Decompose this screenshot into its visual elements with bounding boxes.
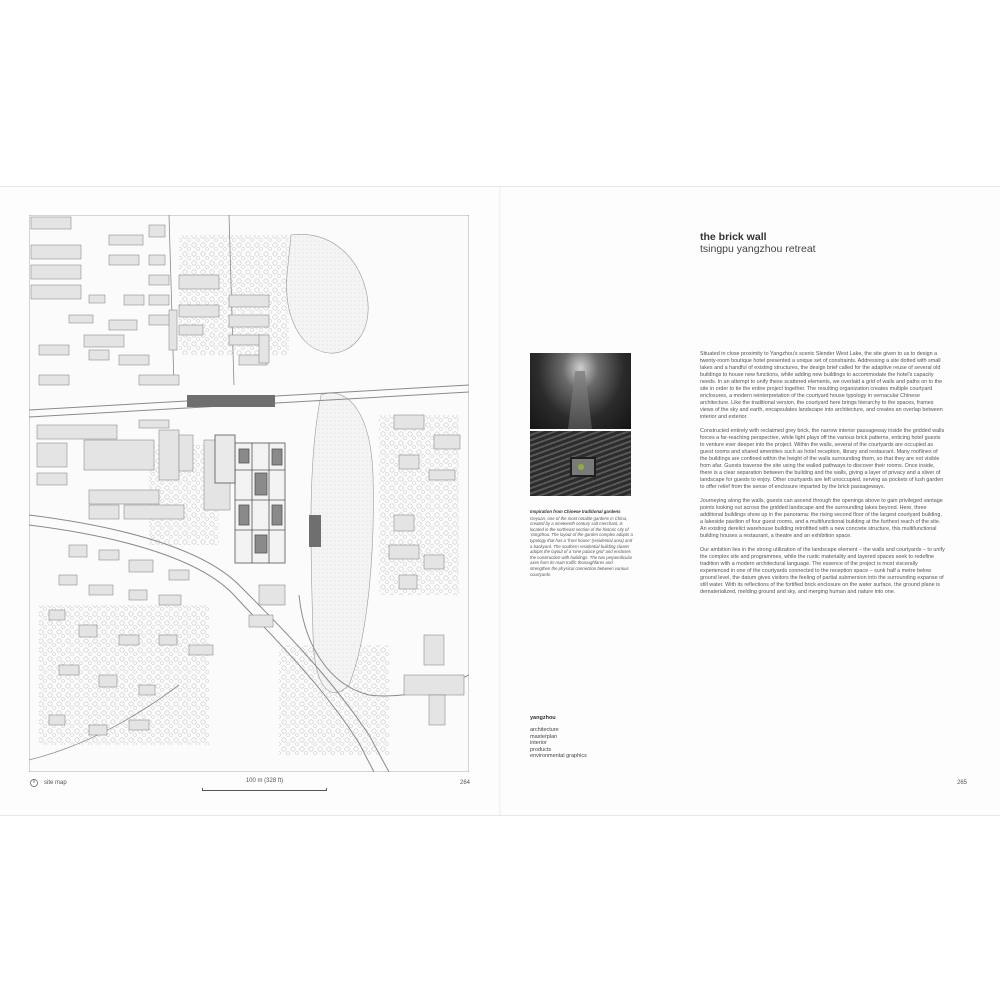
photo-brick-corridor <box>530 353 631 429</box>
site-map-drawing <box>29 215 469 772</box>
body-paragraph: Our ambition lies in the strong utilization of the landscape element – the walls and courtyards – to unify the complex site and programmes, while the rustic materiality and layered spaces seek to redefine tradition with a modern architectural language. The essence of the project is most viscerally experienced in one of the courtyards connected to the reception space – sunk half a metre below ground level, the datum gives visitors the feeling of partial submersion into the surrounding expanse of still water. With its reflections of the fortified brick enclosure on the water surface, the ground plane is dematerialized, melding ground and sky, and merging human and nature into one. <box>700 546 945 595</box>
article-heading <box>700 231 940 255</box>
project-category: interior <box>530 740 547 747</box>
project-category: masterplan <box>530 733 558 740</box>
project-name: yangzhou <box>530 715 556 721</box>
book-spread <box>0 186 1000 816</box>
photo-caption-title: Inspiration from Chinese traditional gardens <box>530 509 621 514</box>
north-arrow-icon <box>30 779 38 787</box>
body-paragraph: Situated in close proximity to Yangzhou's scenic Slender West Lake, the site given to us to design a twenty-room boutique hotel presented a unique set of constraints. Addressing a site dotted with small lakes and a handful of existing structures, the design brief called for the adaptive reuse of several old buildings to house new functions, while adding new buildings to accommodate the hotel's capacity needs. In an attempt to unify these scattered elements, we overlaid a grid of walls and paths on to the site in order to tie the entire project together. The resulting organization creates multiple courtyard enclosures, a modern reinterpretation of the courtyard house typology in vernacular Chinese architecture. Like the traditional version, the courtyard here brings hierarchy to the spaces, frames views of the sky and earth, encapsulates landscape into architecture, and creates an overlap between interior and exterior. <box>700 351 943 421</box>
map-caption: site map <box>44 780 67 786</box>
article-body <box>700 351 945 603</box>
project-info <box>530 715 640 759</box>
page-number-right: 265 <box>957 780 968 786</box>
photo-caption <box>530 509 634 577</box>
site-map <box>29 215 469 772</box>
page-number-left: 264 <box>460 780 471 786</box>
body-paragraph: Constructed entirely with reclaimed grey brick, the narrow interior passageway inside the gridded walls forces a far-reaching perspective, while light plays off the various brick patterns, enticing hotel guests to venture ever deeper into the project. Within the walls, several of the courtyards are occupied as guest rooms and shared amenities such as hotel reception, library and restaurant. Many rooflines of the buildings are confined within the height of the walls surrounding them, so that they are not visible from afar. Guests traverse the site using the walled pathways to discover their rooms. Once inside, there is a clear separation between the building and the walls, giving a layer of privacy and a sliver of landscape for guests to enjoy. Other courtyards are left unoccupied, serving as pockets of lush garden to offer relief from the sense of enclosure imparted by the brick passageways. <box>700 427 945 491</box>
scale-bar <box>202 788 327 791</box>
article-title: the brick wall <box>700 231 767 243</box>
book-gutter <box>499 187 501 815</box>
scale-label: 100 m (328 ft) <box>245 778 284 784</box>
project-category: architecture <box>530 727 559 734</box>
photo-aerial-courtyard <box>530 431 631 496</box>
photo-caption-text: Geyuan, one of the most notable gardens in China, created by a nineteenth century salt merchant, is located in the northeast section of the historic city of Yangzhou. The layout of the garden complex adopts a typology that has a 'front house' (residential area) and a backyard. The southern residential building cluster adopts the layout of a 'nine palace grid' and encloses the construction with buildings. The two perpendicular axes form its main traffic thoroughfares and strengthen the physical connection between various courtyards. <box>530 515 633 577</box>
article-subtitle: tsingpu yangzhou retreat <box>700 243 816 255</box>
project-category: products <box>530 746 552 753</box>
map-dark-building <box>187 395 275 407</box>
project-category: environmental graphics <box>530 753 587 760</box>
map-dark-building <box>309 515 321 547</box>
map-pavilion <box>259 585 285 605</box>
left-page-footer <box>30 778 470 792</box>
body-paragraph: Journeying along the walls, guests can ascend through the openings above to gain privileged vantage points looking out across the gridded landscape and the surrounding lakes beyond. Here, three additional buildings show up in the panorama: the rising second floor of the largest courtyard building, a lakeside pavilion of four guest rooms, and a multifunctional building at the furthest reach of the site. An existing derelict warehouse building retrofitted with a new concrete structure, this multifunctional building houses a restaurant, a theatre and an exhibition space. <box>700 497 943 540</box>
